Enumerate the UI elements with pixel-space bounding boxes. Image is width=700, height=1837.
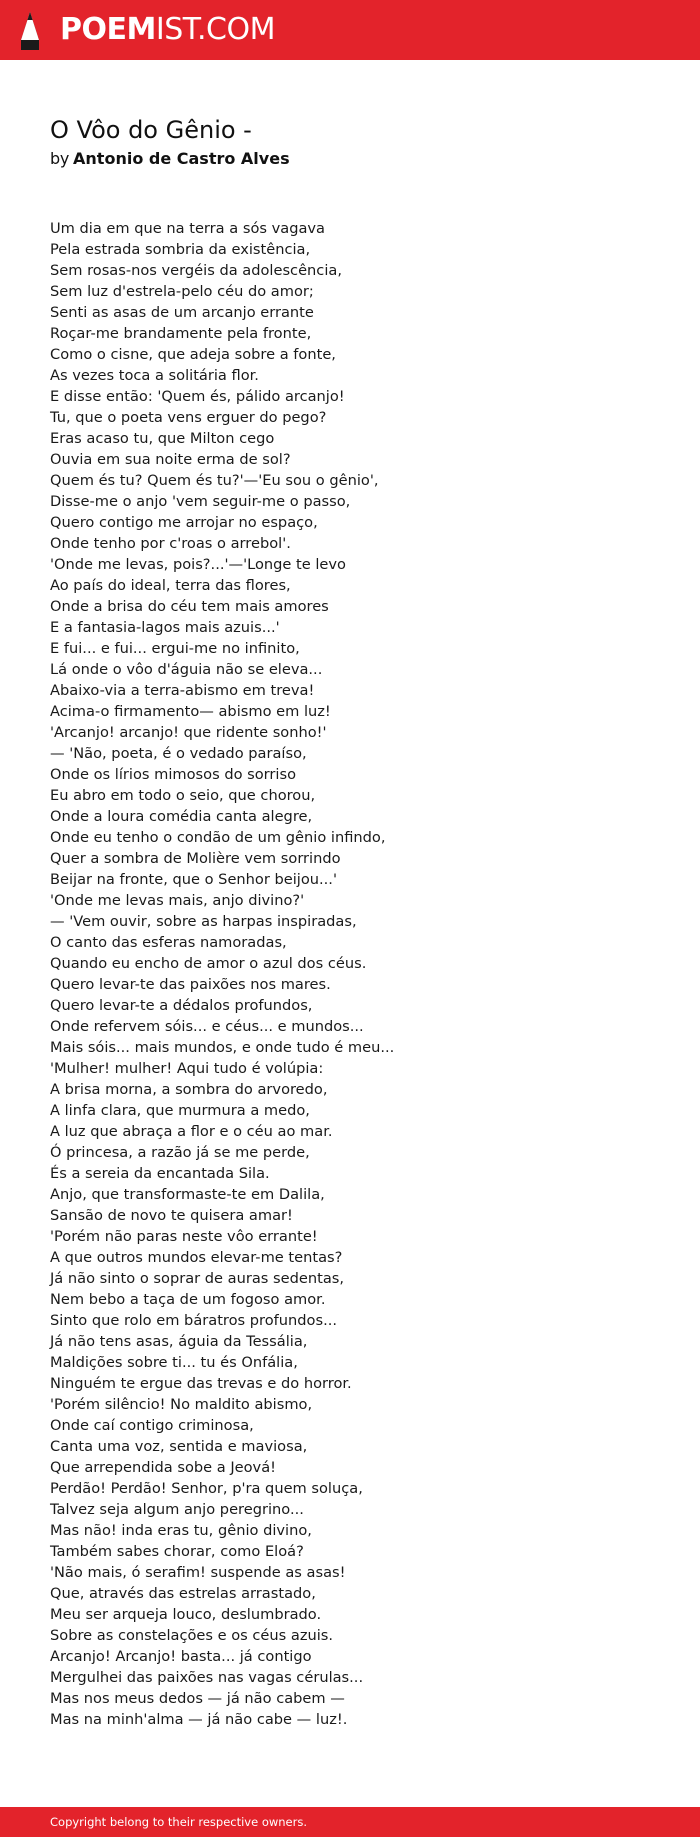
poem-line: Que, através das estrelas arrastado, <box>50 1585 316 1602</box>
byline-prefix: by <box>50 149 70 168</box>
poem-line: Que arrependida sobe a Jeová! <box>50 1459 276 1476</box>
poem-line: Um dia em que na terra a sós vagava <box>50 220 325 237</box>
poem-line: Sem rosas-nos vergéis da adolescência, <box>50 262 342 279</box>
poem-line: Roçar-me brandamente pela fronte, <box>50 325 312 342</box>
poem-line: Tu, que o poeta vens erguer do pego? <box>50 409 327 426</box>
poem-line: Onde a loura comédia canta alegre, <box>50 808 313 825</box>
poem-line: Ó princesa, a razão já se me perde, <box>50 1144 310 1161</box>
poem-line: Meu ser arqueja louco, deslumbrado. <box>50 1606 322 1623</box>
poem-line: Sansão de novo te quisera amar! <box>50 1207 293 1224</box>
logo-bold-text: POEM <box>60 12 156 47</box>
poem-line: Ao país do ideal, terra das flores, <box>50 577 291 594</box>
logo-light-text: IST.COM <box>155 12 275 47</box>
site-header <box>0 0 700 60</box>
poem-line: Onde eu tenho o condão de um gênio infindo, <box>50 829 386 846</box>
poem-line: Eu abro em todo o seio, que chorou, <box>50 787 316 804</box>
poem-line: Mergulhei das paixões nas vagas cérulas... <box>50 1669 364 1686</box>
site-logo[interactable] <box>60 11 275 49</box>
copyright-text: Copyright belong to their respective owners. <box>50 1815 308 1829</box>
poem-line: A brisa morna, a sombra do arvoredo, <box>50 1081 328 1098</box>
poem-line: Já não tens asas, águia da Tessália, <box>50 1333 308 1350</box>
poem-line: Também sabes chorar, como Eloá? <box>50 1543 304 1560</box>
poem-line: Onde caí contigo criminosa, <box>50 1417 254 1434</box>
poem-line: Onde refervem sóis... e céus... e mundos... <box>50 1018 364 1035</box>
poem-line: Sem luz d'estrela-pelo céu do amor; <box>50 283 314 300</box>
poem-body <box>50 218 670 1730</box>
poem-line: Quero contigo me arrojar no espaço, <box>50 514 318 531</box>
poem-line: Maldições sobre ti... tu és Onfália, <box>50 1354 298 1371</box>
poem-line: 'Onde me levas mais, anjo divino?' <box>50 892 305 909</box>
poem-line: Arcanjo! Arcanjo! basta... já contigo <box>50 1648 312 1665</box>
poem-title: O Vôo do Gênio - <box>50 116 252 144</box>
poem-line: Onde a brisa do céu tem mais amores <box>50 598 329 615</box>
poem-line: Quem és tu? Quem és tu?'—'Eu sou o gênio', <box>50 472 379 489</box>
poem-line: 'Onde me levas, pois?...'—'Longe te levo <box>50 556 346 573</box>
site-footer <box>0 1807 700 1837</box>
poem-line: — 'Não, poeta, é o vedado paraíso, <box>50 745 307 762</box>
byline <box>50 148 290 170</box>
poem-line: Quero levar-te das paixões nos mares. <box>50 976 331 993</box>
poem-line: Sobre as constelações e os céus azuis. <box>50 1627 334 1644</box>
poem-line: Disse-me o anjo 'vem seguir-me o passo, <box>50 493 351 510</box>
poem-line: Anjo, que transformaste-te em Dalila, <box>50 1186 325 1203</box>
poem-line: Mas não! inda eras tu, gênio divino, <box>50 1522 312 1539</box>
poem-line: — 'Vem ouvir, sobre as harpas inspiradas, <box>50 913 357 930</box>
poem-line: Lá onde o vôo d'águia não se eleva... <box>50 661 323 678</box>
poem-line: 'Mulher! mulher! Aqui tudo é volúpia: <box>50 1060 324 1077</box>
poem-line: Senti as asas de um arcanjo errante <box>50 304 314 321</box>
poem-line: E a fantasia-lagos mais azuis...' <box>50 619 280 636</box>
poem-line: Onde tenho por c'roas o arrebol'. <box>50 535 291 552</box>
poem-line: A que outros mundos elevar-me tentas? <box>50 1249 343 1266</box>
poem-line: A luz que abraça a flor e o céu ao mar. <box>50 1123 333 1140</box>
poem-line: Onde os lírios mimosos do sorriso <box>50 766 297 783</box>
poem-line: Quer a sombra de Molière vem sorrindo <box>50 850 341 867</box>
poem-line: És a sereia da encantada Sila. <box>50 1165 270 1182</box>
poem-line: Nem bebo a taça de um fogoso amor. <box>50 1291 326 1308</box>
poem-line: Acima-o firmamento— abismo em luz! <box>50 703 331 720</box>
poem-line: Quando eu encho de amor o azul dos céus. <box>50 955 367 972</box>
poem-line: Canta uma voz, sentida e maviosa, <box>50 1438 308 1455</box>
poem-line: Abaixo-via a terra-abismo em treva! <box>50 682 315 699</box>
poem-line: Mas nos meus dedos — já não cabem — <box>50 1690 345 1707</box>
poem-line: Pela estrada sombria da existência, <box>50 241 311 258</box>
author-name: Antonio de Castro Alves <box>73 149 290 168</box>
poem-line: Talvez seja algum anjo peregrino... <box>50 1501 304 1518</box>
poem-line: 'Não mais, ó serafim! suspende as asas! <box>50 1564 346 1581</box>
poem-line: E disse então: 'Quem és, pálido arcanjo! <box>50 388 345 405</box>
poem-line: Sinto que rolo em báratros profundos... <box>50 1312 337 1329</box>
poem-line: Quero levar-te a dédalos profundos, <box>50 997 313 1014</box>
poem-line: As vezes toca a solitária flor. <box>50 367 259 384</box>
poem-line: Ouvia em sua noite erma de sol? <box>50 451 291 468</box>
poem-line: Perdão! Perdão! Senhor, p'ra quem soluça, <box>50 1480 363 1497</box>
poem-line: E fui... e fui... ergui-me no infinito, <box>50 640 300 657</box>
poem-line: A linfa clara, que murmura a medo, <box>50 1102 310 1119</box>
poem-line: 'Arcanjo! arcanjo! que ridente sonho!' <box>50 724 327 741</box>
poem-line: Como o cisne, que adeja sobre a fonte, <box>50 346 336 363</box>
poem-line: Mais sóis... mais mundos, e onde tudo é meu... <box>50 1039 395 1056</box>
pencil-tip-icon[interactable] <box>18 10 42 52</box>
poem-line: 'Porém não paras neste vôo errante! <box>50 1228 318 1245</box>
poem-line: Mas na minh'alma — já não cabe — luz!. <box>50 1711 348 1728</box>
poem-line: Já não sinto o soprar de auras sedentas, <box>50 1270 345 1287</box>
poem-line: O canto das esferas namoradas, <box>50 934 287 951</box>
poem-line: 'Porém silêncio! No maldito abismo, <box>50 1396 313 1413</box>
poem-line: Eras acaso tu, que Milton cego <box>50 430 275 447</box>
poem-line: Ninguém te ergue das trevas e do horror. <box>50 1375 352 1392</box>
poem-line: Beijar na fronte, que o Senhor beijou...' <box>50 871 337 888</box>
